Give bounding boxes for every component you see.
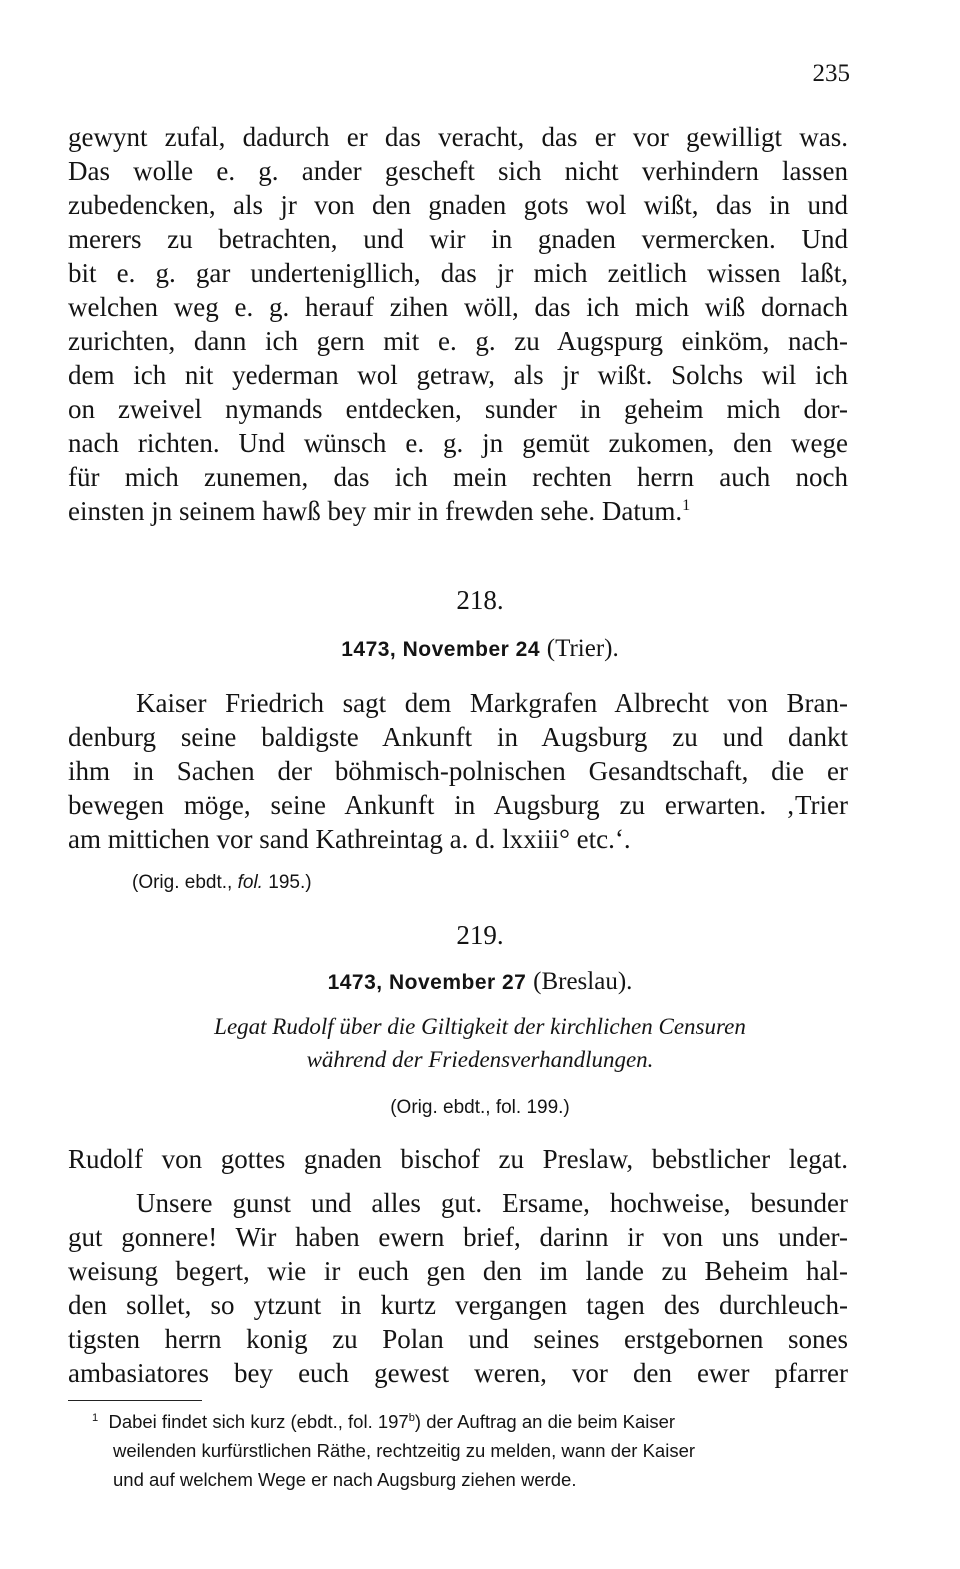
- text-line: nach richten. Und wünsch e. g. jn gemüt zukomen, den wege: [68, 428, 848, 458]
- text-line-last: [68, 494, 848, 528]
- source-end: 195.): [262, 872, 312, 893]
- body-line: den sollet, so ytzunt in kurtz vergangen tagen des durchleuch-: [68, 1290, 848, 1320]
- summary-line: denburg seine baldigste Ankunft in Augsburg zu und dankt: [68, 722, 848, 752]
- document-place: (Breslau).: [533, 968, 633, 995]
- footnote-ref: 1: [682, 496, 691, 514]
- source-citation: [132, 866, 912, 900]
- source-citation: (Orig. ebdt., fol. 199.): [390, 1097, 570, 1118]
- document-date: 1473, November 27: [327, 971, 527, 994]
- source-fol: fol.: [237, 872, 263, 893]
- document-number: 218.: [456, 585, 504, 615]
- salutation-line: Rudolf von gottes gnaden bischof zu Preslaw, bebstlicher legat.: [68, 1144, 848, 1174]
- footnote-text: ) der Auftrag an die beim Kaiser: [414, 1411, 676, 1432]
- footnote-line: weilenden kurfürstlichen Räthe, rechtzeitig zu melden, wann der Kaiser: [113, 1440, 696, 1461]
- summary-line: Kaiser Friedrich sagt dem Markgrafen Albrecht von Bran-: [136, 688, 848, 718]
- summary-line: am mittichen vor sand Kathreintag a. d. lxxiii° etc.‘.: [68, 824, 631, 854]
- text-line: on zweivel nymands entdecken, sunder in geheim mich dor-: [68, 394, 848, 424]
- document-title: Legat Rudolf über die Giltigkeit der kirchlichen Censuren: [214, 1014, 746, 1039]
- footnote-line: und auf welchem Wege er nach Augsburg ziehen werde.: [113, 1469, 577, 1490]
- text-line: zubedencken, als jr von den gnaden gots wol wißt, das in und: [68, 190, 848, 220]
- footnote-line: [92, 1407, 848, 1436]
- body-line: gut gonnere! Wir haben ewern brief, darinn ir von uns under-: [68, 1222, 848, 1252]
- text-line: merers zu betrachten, und wir in gnaden vermercken. Und: [68, 224, 848, 254]
- summary-line: ihm in Sachen der böhmisch-polnischen Gesandtschaft, die er: [68, 756, 848, 786]
- text-line-content: einsten jn seinem hawß bey mir in frewden sehe. Datum.: [68, 496, 683, 526]
- document-date-line: [0, 630, 960, 667]
- document-place: (Trier).: [546, 635, 619, 662]
- text-line: gewynt zufal, dadurch er das veracht, das er vor gewilligt was.: [68, 122, 848, 152]
- text-line: dem ich nit yederman wol getraw, als jr wißt. Solchs wil ich: [68, 360, 848, 390]
- document-title: während der Friedensverhandlungen.: [306, 1047, 654, 1072]
- footnote-marker: 1: [92, 1411, 99, 1424]
- document-date-line: [0, 963, 960, 1000]
- footnote-text: Dabei findet sich kurz (ebdt., fol. 197: [108, 1411, 409, 1432]
- text-line: Das wolle e. g. ander gescheft sich nicht verhindern lassen: [68, 156, 848, 186]
- text-line: bit e. g. gar undertenigllich, das jr mich zeitlich wissen laßt,: [68, 258, 848, 288]
- text-line: welchen weg e. g. herauf zihen wöll, das ich mich wiß dornach: [68, 292, 848, 322]
- document-number: 219.: [456, 920, 504, 950]
- document-date: 1473, November 24: [341, 638, 541, 661]
- text-line: für mich zunemen, das ich mein rechten herrn auch noch: [68, 462, 848, 492]
- source-orig: (Orig. ebdt.,: [132, 872, 238, 893]
- body-line: tigsten herrn konig zu Polan und seines erstgebornen sones: [68, 1324, 848, 1354]
- body-line: weisung begert, wie ir euch gen den im lande zu Beheim hal-: [68, 1256, 848, 1286]
- text-line: zurichten, dann ich gern mit e. g. zu Augspurg einköm, nach-: [68, 326, 848, 356]
- body-line: ambasiatores bey euch gewest weren, vor den ewer pfarrer: [68, 1358, 848, 1388]
- page-number: 235: [812, 60, 850, 87]
- body-line: Unsere gunst und alles gut. Ersame, hochweise, besunder: [136, 1188, 848, 1218]
- footnote-sup: b: [408, 1411, 415, 1424]
- footnote-rule: [68, 1400, 202, 1401]
- summary-line: bewegen möge, seine Ankunft in Augsburg zu erwarten. ‚Trier: [68, 790, 848, 820]
